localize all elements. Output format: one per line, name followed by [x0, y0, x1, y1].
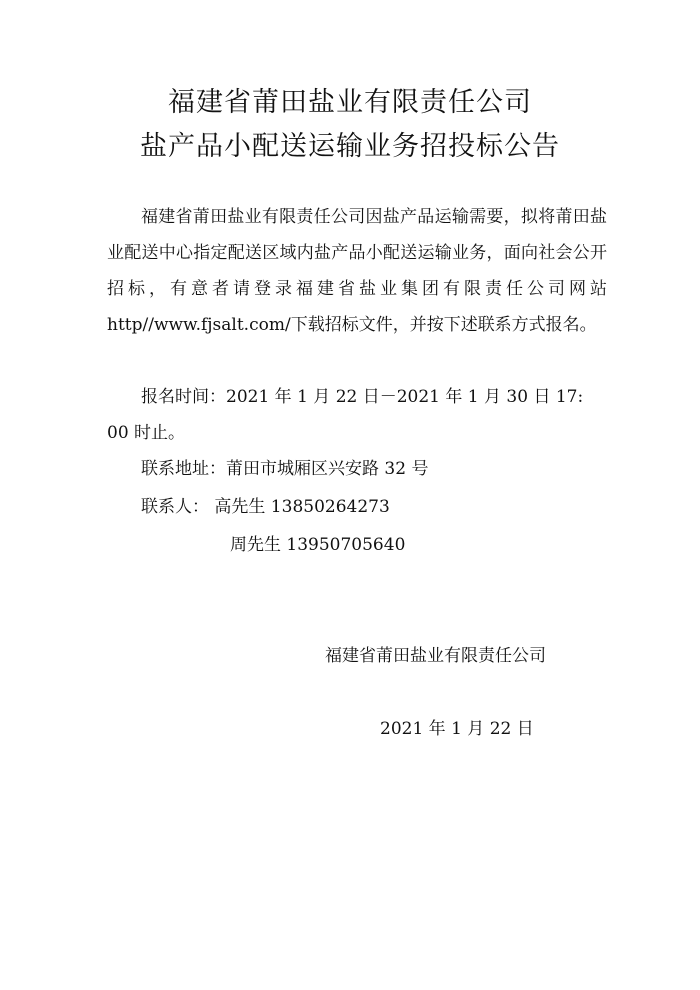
- contact-address: 联系地址：莆田市城厢区兴安路 32 号: [141, 459, 429, 479]
- contact-person-2: 周先生 13950705640: [230, 535, 406, 555]
- document-title-line2: 盐产品小配送运输业务招投标公告: [140, 131, 560, 162]
- announcement-paragraph: 福建省莆田盐业有限责任公司因盐产品运输需要，拟将莆田盐业配送中心指定配送区域内盐产品小配送运输业务，面向社会公开招标，有意者请登录福建省盐业集团有限责任公司网站http//www.fjsalt.com/下载招标文件，并按下述联系方式报名。: [107, 207, 607, 335]
- document-title-line1: 福建省莆田盐业有限责任公司: [168, 87, 532, 118]
- signature-organization: 福建省莆田盐业有限责任公司: [325, 646, 546, 666]
- signature-date: 2021 年 1 月 22 日: [380, 719, 534, 739]
- registration-time-line1: 报名时间：2021 年 1 月 22 日－2021 年 1 月 30 日 17:: [141, 387, 584, 407]
- registration-time-line2: 00 时止。: [107, 423, 186, 443]
- contact-person-1: 联系人： 高先生 13850264273: [141, 497, 390, 517]
